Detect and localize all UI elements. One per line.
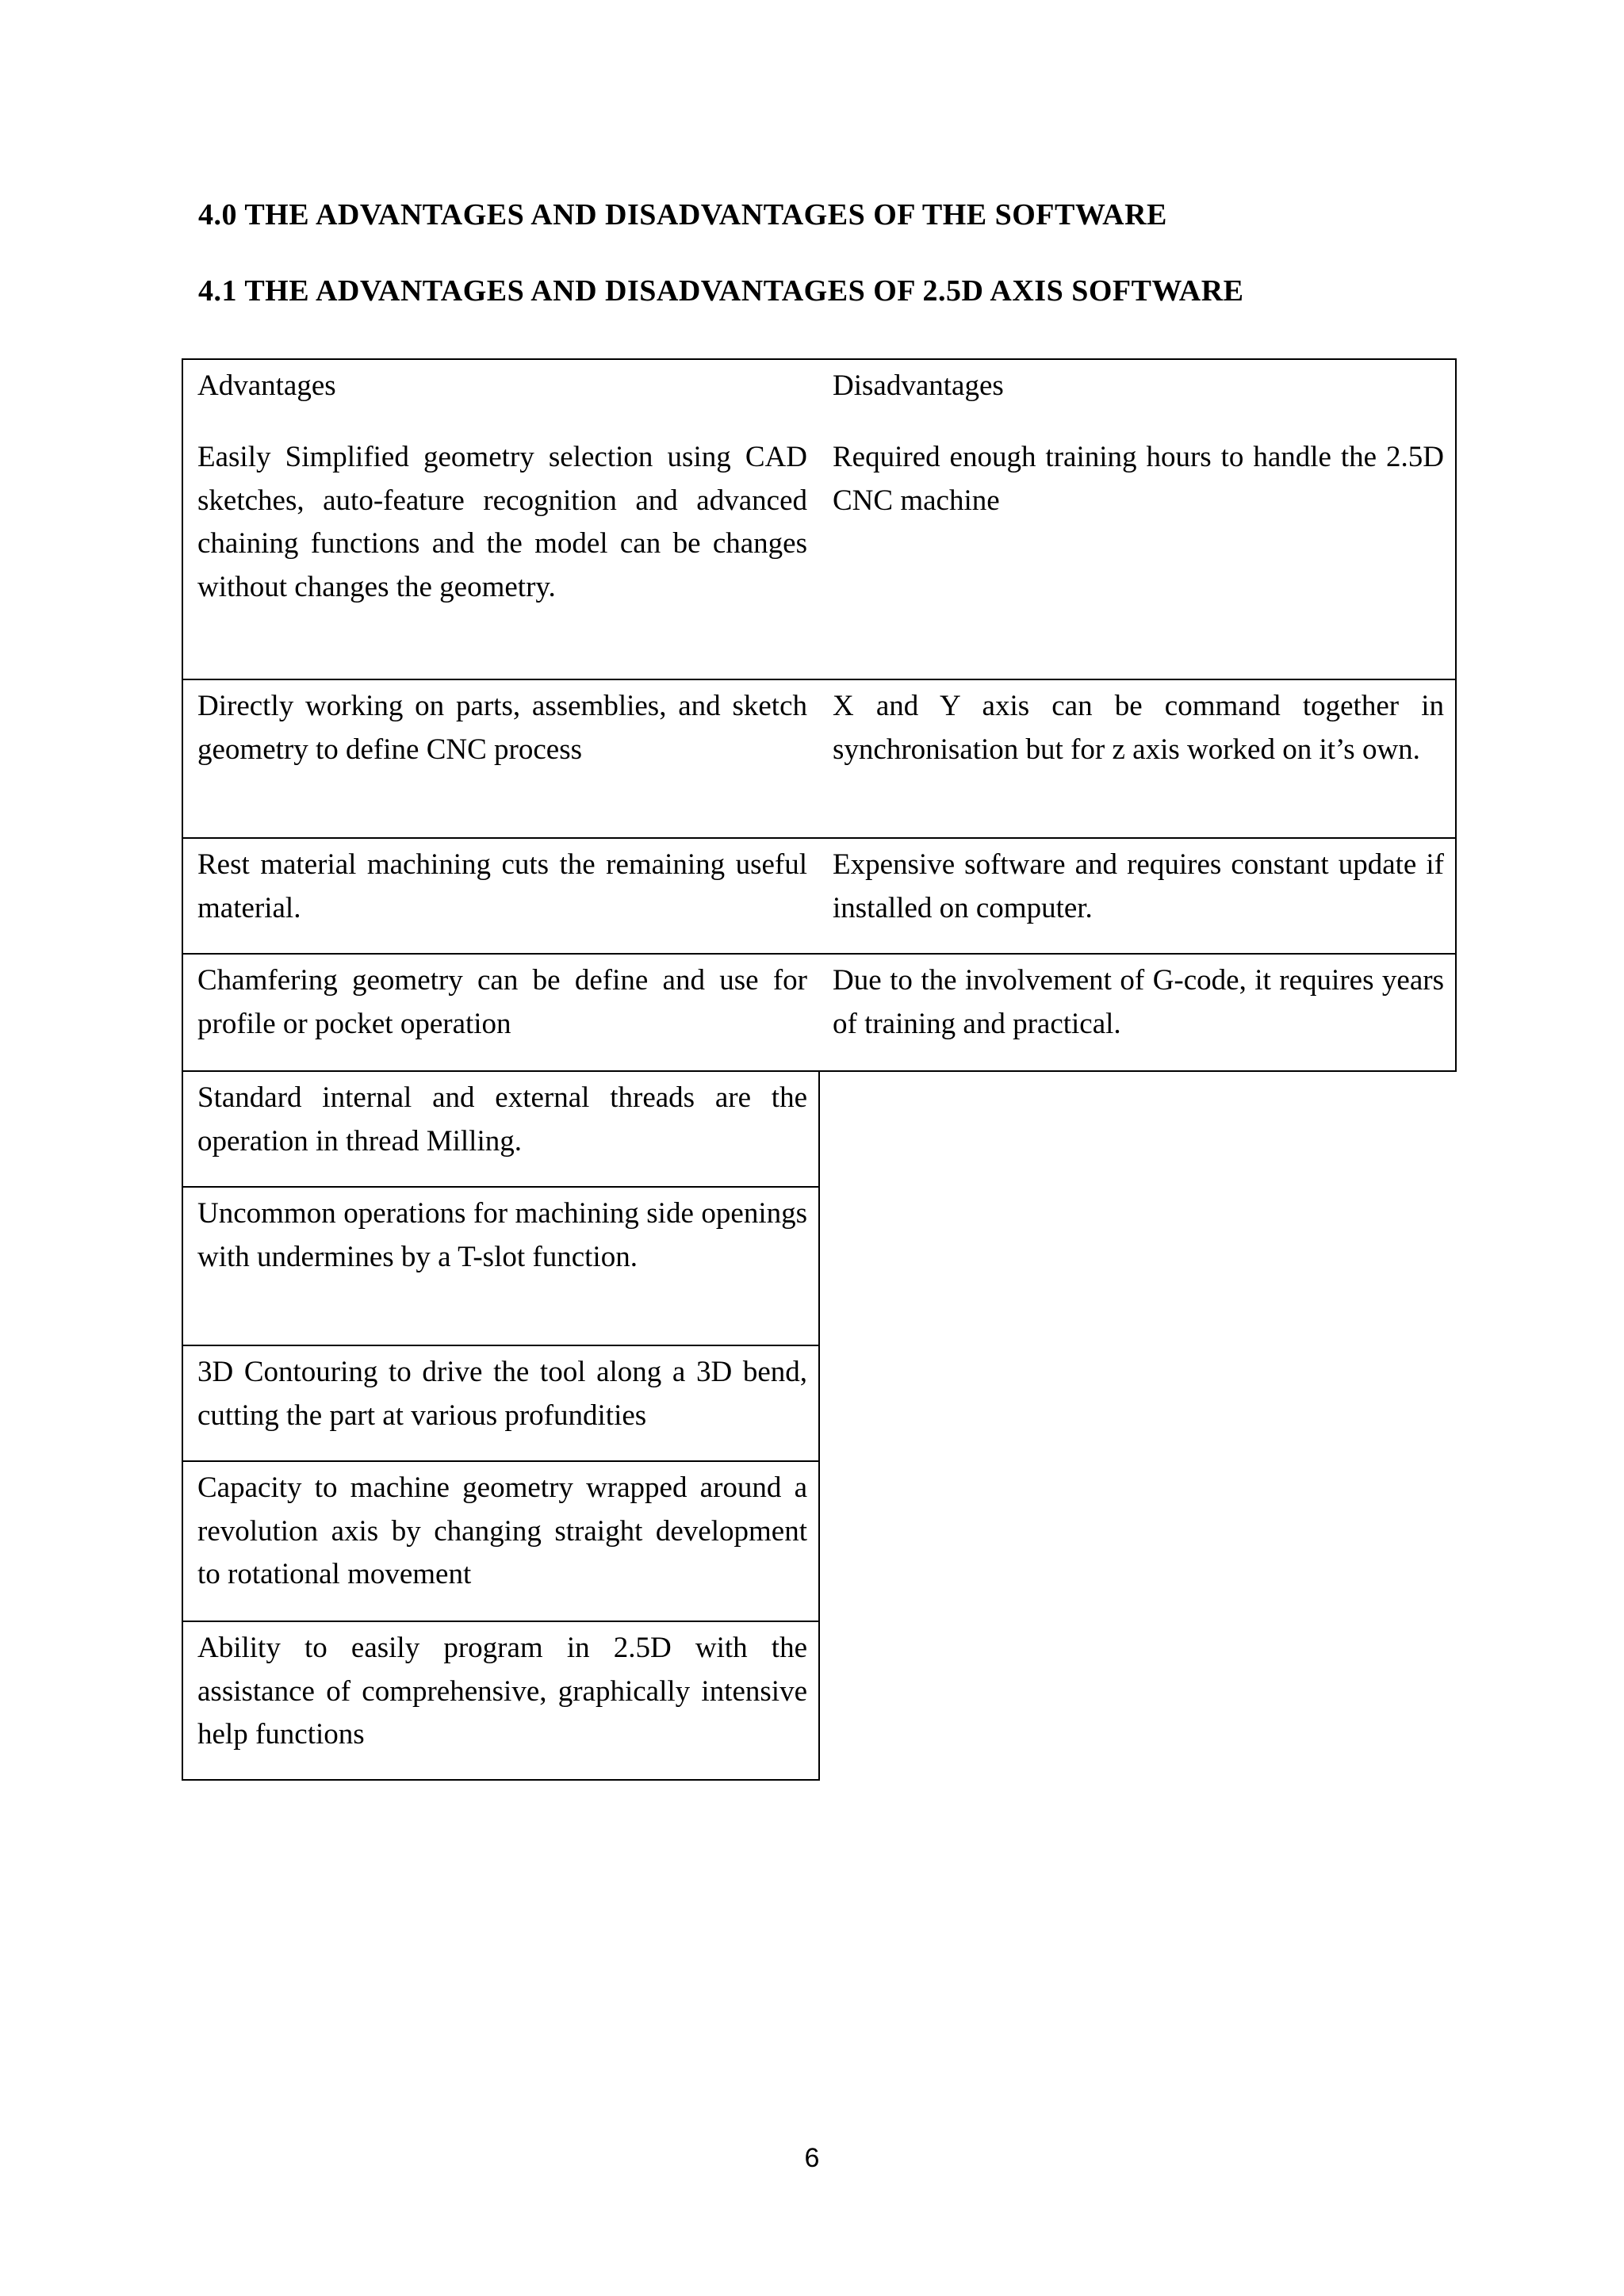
- advantage-cell: Ability to easily program in 2.5D with the assistance of comprehensive, graphically intensive help functions: [182, 1621, 820, 1781]
- advantage-cell: Uncommon operations for machining side openings with undermines by a T-slot function.: [182, 1186, 820, 1346]
- advantage-cell: 3D Contouring to drive the tool along a 3D bend, cutting the part at various profundities: [182, 1345, 820, 1462]
- table-header-disadvantages: Disadvantages: [818, 358, 1457, 433]
- advantage-cell: Standard internal and external threads are the operation in thread Milling.: [182, 1070, 820, 1188]
- advantage-cell: Easily Simplified geometry selection using CAD sketches, auto-feature recognition and advanced chaining functions and the model can be changes without changes the geometry.: [182, 431, 820, 680]
- disadvantage-cell: X and Y axis can be command together in synchronisation but for z axis worked on it’s own.: [818, 679, 1457, 839]
- advantage-cell: Directly working on parts, assemblies, and sketch geometry to define CNC process: [182, 679, 820, 839]
- section-heading: 4.0 THE ADVANTAGES AND DISADVANTAGES OF THE SOFTWARE: [198, 198, 1167, 232]
- advantage-cell: Rest material machining cuts the remaining useful material.: [182, 837, 820, 955]
- advantage-cell: Chamfering geometry can be define and use for profile or pocket operation: [182, 953, 820, 1072]
- page-number: 6: [804, 2143, 820, 2173]
- subsection-heading: 4.1 THE ADVANTAGES AND DISADVANTAGES OF 2.5D AXIS SOFTWARE: [198, 274, 1244, 308]
- advantage-cell: Capacity to machine geometry wrapped around a revolution axis by changing straight development to rotational movement: [182, 1460, 820, 1622]
- disadvantage-cell: Due to the involvement of G-code, it requires years of training and practical.: [818, 953, 1457, 1072]
- table-header-advantages: Advantages: [182, 358, 820, 433]
- disadvantage-cell: Required enough training hours to handle the 2.5D CNC machine: [818, 431, 1457, 680]
- disadvantage-cell: Expensive software and requires constant update if installed on computer.: [818, 837, 1457, 955]
